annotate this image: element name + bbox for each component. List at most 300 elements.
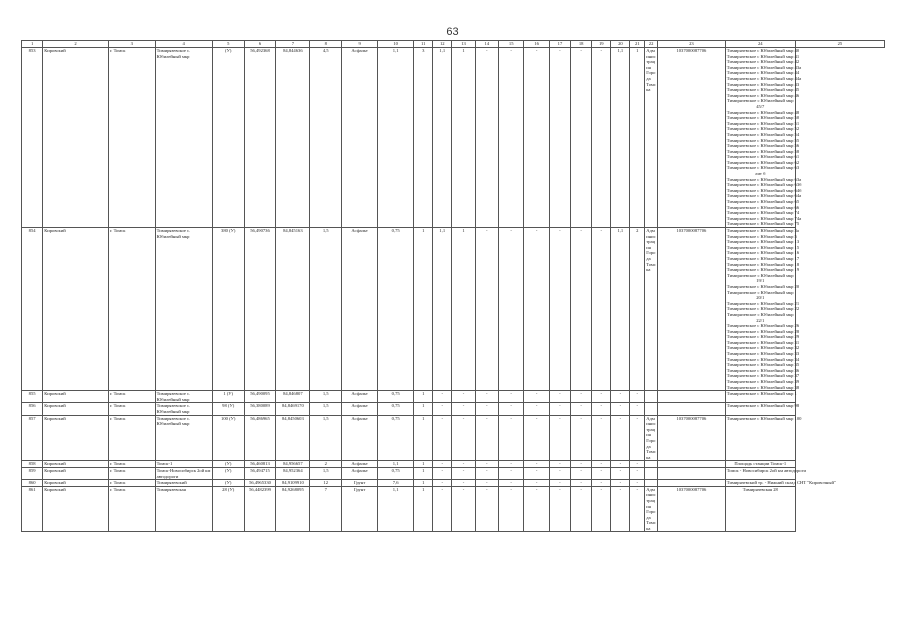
table-cell: - bbox=[571, 391, 592, 403]
address-item: Тимирязевское с Юбилейный мкр 55 bbox=[726, 137, 800, 143]
table-cell: - bbox=[524, 391, 549, 403]
address-item: Тимирязевское с Юбилейный мкр 15 bbox=[726, 244, 800, 250]
table-cell: - bbox=[433, 486, 452, 532]
table-cell: 0,75 bbox=[378, 467, 414, 479]
table-cell: - bbox=[611, 480, 630, 487]
table-cell bbox=[645, 391, 658, 403]
table-cell: г. Томск bbox=[108, 467, 155, 479]
table-cell: - bbox=[549, 486, 570, 532]
address-item: Тимирязевское с Юбилейный мкр 63а bbox=[726, 176, 802, 182]
table-cell: 1,5 bbox=[310, 467, 342, 479]
address-item: Тимирязевское с Юбилейный мкр 43а bbox=[726, 64, 802, 70]
table-cell: 860 bbox=[22, 480, 43, 487]
table-cell bbox=[657, 461, 725, 468]
table-cell: 0,75 bbox=[378, 403, 414, 415]
table-cell: 7 bbox=[310, 486, 342, 532]
table-cell: Асфальт bbox=[342, 415, 378, 461]
table-cell: 1 bbox=[414, 403, 433, 415]
address-list bbox=[725, 461, 795, 468]
address-list bbox=[725, 486, 795, 532]
table-cell: - bbox=[571, 467, 592, 479]
table-cell: 857 bbox=[22, 415, 43, 461]
table-cell: 1037000087706 bbox=[657, 48, 725, 228]
table-cell: 56,490736 bbox=[244, 228, 276, 391]
table-cell: Асфальт bbox=[342, 461, 378, 468]
table-cell: - bbox=[452, 480, 475, 487]
table-cell: - bbox=[433, 467, 452, 479]
table-cell: - bbox=[592, 391, 611, 403]
table-cell: 1037000087706 bbox=[657, 415, 725, 461]
table-cell: 28 (У) bbox=[212, 486, 244, 532]
table-row bbox=[22, 415, 885, 461]
table-cell: 56,4965330 bbox=[244, 480, 276, 487]
table-cell: 1,1 bbox=[378, 486, 414, 532]
table-cell: Администрация Города Томска bbox=[646, 486, 656, 531]
register-table bbox=[21, 40, 885, 532]
table-cell: 855 bbox=[22, 391, 43, 403]
table-cell: г. Томск bbox=[108, 228, 155, 391]
address-item: Тимирязевское с Юбилейный мкр 34 bbox=[726, 356, 800, 362]
table-cell: - bbox=[524, 48, 549, 228]
table-cell: Администрация Города Томска bbox=[645, 48, 658, 228]
table-cell: Тимирязевское с. Юбилейный мкр bbox=[155, 403, 212, 415]
table-cell: - bbox=[592, 228, 611, 391]
address-item: Тимирязевское с Юбилейный мкр 36 bbox=[726, 367, 800, 373]
column-number: 6 bbox=[244, 41, 276, 48]
table-cell: 1 bbox=[414, 391, 433, 403]
address-item: Тимирязевское с Юбилейный мкр 51 bbox=[726, 120, 800, 126]
table-row bbox=[22, 48, 885, 228]
address-item: Тимирязевское с Юбилейный мкр 43 bbox=[726, 81, 800, 87]
table-cell: - bbox=[475, 467, 498, 479]
table-cell: - bbox=[452, 391, 475, 403]
table-cell: - bbox=[630, 486, 645, 532]
table-cell: - bbox=[524, 480, 549, 487]
table-cell: 84,845163 bbox=[276, 228, 310, 391]
table-cell: - bbox=[498, 403, 523, 415]
address-item: 19/1 bbox=[756, 278, 765, 284]
address-item: Тимирязевское с Юбилейный мкр 56 bbox=[726, 143, 800, 149]
table-cell: 1,1 bbox=[433, 48, 452, 228]
table-cell: Кировский bbox=[43, 480, 109, 487]
column-number: 5 bbox=[212, 41, 244, 48]
table-cell: - bbox=[498, 228, 523, 391]
table-cell: - bbox=[630, 480, 645, 487]
table-row bbox=[22, 228, 885, 391]
table-cell: - bbox=[549, 391, 570, 403]
table-cell: - bbox=[592, 461, 611, 468]
table-cell: 56,4482399 bbox=[244, 486, 276, 532]
table-cell bbox=[645, 467, 658, 479]
table-cell: - bbox=[498, 415, 523, 461]
table-cell: - bbox=[611, 415, 630, 461]
table-cell: - bbox=[475, 48, 498, 228]
table-cell: 56,486965 bbox=[244, 415, 276, 461]
table-cell: - bbox=[549, 461, 570, 468]
address-item: Тимирязевское с Юбилейный мкр 32 bbox=[726, 345, 800, 351]
table-row bbox=[22, 467, 885, 479]
table-cell: - bbox=[549, 228, 570, 391]
table-cell: - bbox=[524, 486, 549, 532]
address-list bbox=[725, 228, 800, 391]
table-cell: - bbox=[571, 48, 592, 228]
table-cell: - bbox=[452, 467, 475, 479]
table-cell: - bbox=[524, 403, 549, 415]
table-cell: 854 bbox=[22, 228, 43, 391]
table-cell bbox=[657, 467, 725, 479]
table-cell: 1,5 bbox=[310, 415, 342, 461]
table-cell: Кировский bbox=[43, 415, 109, 461]
table-cell: - bbox=[549, 48, 570, 228]
table-cell: 84,952364 bbox=[276, 467, 310, 479]
column-number: 23 bbox=[657, 41, 725, 48]
table-cell: - bbox=[524, 461, 549, 468]
address-list bbox=[725, 480, 836, 487]
address-item: Тимирязевское с Юбилейный мкр 48 bbox=[726, 109, 800, 115]
table-cell: - bbox=[592, 415, 611, 461]
table-cell: 853 bbox=[22, 48, 43, 228]
table-cell: 1 bbox=[414, 480, 433, 487]
table-cell: - bbox=[611, 486, 630, 532]
table-cell: - bbox=[524, 467, 549, 479]
address-item: Тимирязевское с Юбилейный мкр bbox=[726, 289, 794, 295]
table-cell: - bbox=[549, 403, 570, 415]
table-cell: - bbox=[611, 403, 630, 415]
table-cell: Администрация Города Томска bbox=[645, 228, 658, 391]
address-item: Тимирязевское с Юбилейный мкр 31 bbox=[726, 339, 800, 345]
address-item: Тимирязевское с Юбилейный мкр 64а bbox=[726, 193, 802, 199]
table-cell: Кировский bbox=[43, 403, 109, 415]
address-item: Тимирязевское с Юбилейный мкр bbox=[726, 311, 794, 317]
address-item: Тимирязевское с Юбилейный мкр 64б bbox=[726, 187, 802, 193]
address-item: Тимирязевское с Юбилейный мкр 74 bbox=[726, 210, 800, 216]
table-cell: 0,75 bbox=[378, 228, 414, 391]
table-cell: 859 bbox=[22, 467, 43, 479]
address-item: Тимирязевское с Юбилейный мкр 18 bbox=[726, 261, 800, 267]
table-cell: 1,5 bbox=[310, 228, 342, 391]
table-cell: 1,1 bbox=[433, 228, 452, 391]
column-number: 12 bbox=[433, 41, 452, 48]
table-cell: 84,844636 bbox=[276, 48, 310, 228]
column-number: 4 bbox=[155, 41, 212, 48]
address-item: Тимирязевское с Юбилейный мкр 41 bbox=[726, 53, 800, 59]
table-cell: Грунт bbox=[342, 480, 378, 487]
table-cell: - bbox=[549, 467, 570, 479]
address-item: Тимирязевская 28 bbox=[742, 486, 778, 492]
table-cell: 1 bbox=[414, 415, 433, 461]
table-cell: Асфальт bbox=[342, 391, 378, 403]
table-cell: Асфальт bbox=[342, 228, 378, 391]
address-item: Тимирязевское с Юбилейный мкр 38 bbox=[726, 384, 800, 390]
table-row bbox=[22, 461, 885, 468]
column-number: 17 bbox=[549, 41, 570, 48]
address-item: Тимирязевское с Юбилейный мкр bbox=[726, 272, 794, 278]
address-item: Тимирязевское с Юбилейный мкр 46 bbox=[726, 92, 800, 98]
table-cell: 84,956657 bbox=[276, 461, 310, 468]
table-cell: Кировский bbox=[43, 486, 109, 532]
table-cell: - bbox=[433, 480, 452, 487]
column-number-row bbox=[22, 41, 885, 48]
table-cell bbox=[657, 403, 725, 415]
address-item: Тимирязевское с Юбилейный мкр 39 bbox=[726, 379, 800, 385]
column-number: 2 bbox=[43, 41, 109, 48]
table-cell: - bbox=[611, 461, 630, 468]
column-number: 3 bbox=[108, 41, 155, 48]
table-cell: 856 bbox=[22, 403, 43, 415]
address-item: Тимирязевское с Юбилейный мкр 5 bbox=[726, 233, 797, 239]
column-number: 15 bbox=[498, 41, 523, 48]
table-cell: г. Томск bbox=[108, 403, 155, 415]
address-item: 45/7 bbox=[756, 103, 765, 109]
table-cell: - bbox=[571, 403, 592, 415]
table-cell: 56,460813 bbox=[244, 461, 276, 468]
table-cell: 56,494715 bbox=[244, 467, 276, 479]
table-cell: 2 bbox=[630, 228, 645, 391]
table-cell: - bbox=[452, 461, 475, 468]
address-item: Тимирязевское с Юбилейный мкр 52 bbox=[726, 126, 800, 132]
column-number: 10 bbox=[378, 41, 414, 48]
address-item: Тимирязевское с Юбилейный мкр 75 bbox=[726, 221, 800, 227]
address-item: Тимирязевское с Юбилейный мкр 42 bbox=[726, 59, 800, 65]
table-cell: Тимирязевское с. Юбилейный мкр bbox=[155, 228, 212, 391]
table-cell: - bbox=[475, 480, 498, 487]
address-item: Тимирязевское с Юбилейный мкр bbox=[726, 98, 794, 104]
table-cell: Тимирязевская bbox=[155, 486, 212, 532]
table-cell: 4,5 bbox=[310, 48, 342, 228]
table-cell: - bbox=[549, 480, 570, 487]
table-cell: - bbox=[549, 415, 570, 461]
table-cell: - bbox=[433, 415, 452, 461]
address-item: Тимирязевское с Юбилейный мкр 54 bbox=[726, 131, 800, 137]
table-cell: 1037000087706 bbox=[657, 228, 725, 391]
address-item: Тимирязевское с Юбилейный мкр 58 bbox=[726, 148, 800, 154]
address-item: Тимирязевское с Юбилейный мкр 19 bbox=[726, 267, 800, 273]
table-row bbox=[22, 486, 885, 532]
table-cell: 1 bbox=[630, 48, 645, 228]
address-item: Тимирязевское с Юбилейный мкр 16 bbox=[726, 250, 800, 256]
table-cell: - bbox=[475, 403, 498, 415]
table-cell: - bbox=[524, 228, 549, 391]
table-cell: Кировский bbox=[43, 461, 109, 468]
table-cell: 1 bbox=[414, 461, 433, 468]
address-item: Тимирязевское с Юбилейный мкр 17 bbox=[726, 255, 800, 261]
address-list bbox=[725, 467, 806, 479]
table-cell: - bbox=[571, 415, 592, 461]
table-cell: 1,1 bbox=[378, 48, 414, 228]
table-cell: - bbox=[592, 480, 611, 487]
table-cell: - bbox=[498, 48, 523, 228]
table-cell: 1 bbox=[452, 228, 475, 391]
table-cell: г. Томск bbox=[108, 486, 155, 532]
address-item: Тимирязевское с Юбилейный мкр 28 bbox=[726, 328, 800, 334]
table-cell: (У) bbox=[212, 48, 244, 228]
table-cell: 1,5 bbox=[310, 403, 342, 415]
address-item: лит б bbox=[755, 171, 766, 177]
column-number: 9 bbox=[342, 41, 378, 48]
table-cell: 380 (У) bbox=[212, 228, 244, 391]
table-cell: г. Томск bbox=[108, 415, 155, 461]
table-cell: Асфальт bbox=[342, 48, 378, 228]
table-cell bbox=[645, 480, 658, 487]
address-item: Тимирязевское с Юбилейный мкр 1 bbox=[726, 391, 797, 397]
table-cell: - bbox=[498, 480, 523, 487]
table-cell: - bbox=[475, 461, 498, 468]
table-cell: г. Томск bbox=[108, 480, 155, 487]
column-number: 13 bbox=[452, 41, 475, 48]
table-cell: - bbox=[475, 391, 498, 403]
table-cell: Тимирязевский bbox=[155, 480, 212, 487]
address-item: Тимирязевское с Юбилейный мкр 50 bbox=[726, 115, 800, 121]
table-cell: 1,1 bbox=[611, 48, 630, 228]
column-number: 25 bbox=[795, 41, 884, 48]
table-cell: Администрация Города Томска bbox=[646, 415, 656, 460]
address-item: Тимирязевское с Юбилейный мкр 65 bbox=[726, 199, 800, 205]
address-item: Тимирязевское с Юбилейный мкр 63б bbox=[726, 182, 802, 188]
table-cell: - bbox=[630, 391, 645, 403]
table-cell: 100 (У) bbox=[212, 415, 244, 461]
table-cell bbox=[645, 403, 658, 415]
table-cell: - bbox=[571, 486, 592, 532]
column-number: 21 bbox=[630, 41, 645, 48]
column-number: 18 bbox=[571, 41, 592, 48]
address-item: Тимирязевское с Юбилейный мкр 21 bbox=[726, 300, 800, 306]
table-cell: 861 bbox=[22, 486, 43, 532]
address-item: Тимирязевский тр. - Нижний склад СНТ "Кировочный" bbox=[726, 480, 836, 486]
column-number: 8 bbox=[310, 41, 342, 48]
table-cell: - bbox=[630, 461, 645, 468]
column-number: 16 bbox=[524, 41, 549, 48]
table-cell: 3 bbox=[414, 48, 433, 228]
table-cell: - bbox=[611, 391, 630, 403]
table-cell: Кировский bbox=[43, 391, 109, 403]
table-cell bbox=[657, 391, 725, 403]
address-item: Тимирязевское с Юбилейный мкр 61 bbox=[726, 154, 800, 160]
address-item: 20/1 bbox=[756, 295, 765, 301]
column-number: 7 bbox=[276, 41, 310, 48]
table-cell: г. Томск bbox=[108, 48, 155, 228]
page-number: 63 bbox=[446, 26, 459, 38]
table-cell: г. Томск bbox=[108, 461, 155, 468]
table-cell: 56,490095 bbox=[244, 391, 276, 403]
table-cell: 1,5 bbox=[310, 391, 342, 403]
table-cell: - bbox=[592, 48, 611, 228]
table-cell: - bbox=[611, 467, 630, 479]
address-item: Тимирязевское с Юбилейный мкр 44а bbox=[726, 75, 802, 81]
address-item: Тимирязевское с Юбилейный мкр 63 bbox=[726, 165, 800, 171]
table-cell: - bbox=[433, 461, 452, 468]
table-cell: 1,1 bbox=[611, 228, 630, 391]
table-cell: - bbox=[475, 486, 498, 532]
table-cell: 1037000087706 bbox=[657, 486, 725, 532]
table-cell: 84,8469170 bbox=[276, 403, 310, 415]
table-cell: Тимирязевское с. Юбилейный мкр bbox=[155, 391, 212, 403]
column-number: 22 bbox=[645, 41, 658, 48]
table-cell: 1 bbox=[414, 486, 433, 532]
table-cell: 84,9109910 bbox=[276, 480, 310, 487]
column-number: 1 bbox=[22, 41, 43, 48]
table-cell: Томск-Новосибирск 2ой км автодороги bbox=[156, 467, 211, 479]
table-cell: (У) bbox=[212, 467, 244, 479]
table-cell: Асфальт bbox=[342, 403, 378, 415]
table-cell: 98 (У) bbox=[212, 403, 244, 415]
address-item: Тимирязевское с Юбилейный мкр 62 bbox=[726, 159, 800, 165]
table-cell: - bbox=[571, 461, 592, 468]
table-cell: 2 bbox=[310, 461, 342, 468]
table-cell: 84,846807 bbox=[276, 391, 310, 403]
column-number: 11 bbox=[414, 41, 433, 48]
table-cell: - bbox=[433, 391, 452, 403]
address-item: Томск - Новосибирск 2ой км автодороги bbox=[726, 467, 806, 473]
table-cell: 1 bbox=[414, 467, 433, 479]
address-item: Тимирязевское с Юбилейный мкр 100 bbox=[726, 415, 802, 421]
address-list bbox=[725, 415, 802, 461]
table-cell: Кировский bbox=[43, 228, 109, 391]
address-item: Тимирязевское с Юбилейный мкр 45 bbox=[726, 87, 800, 93]
table-cell: 7,6 bbox=[378, 480, 414, 487]
table-cell: - bbox=[571, 480, 592, 487]
table-cell: Кировский bbox=[43, 467, 109, 479]
column-number: 19 bbox=[592, 41, 611, 48]
table-cell: 1 (У) bbox=[212, 391, 244, 403]
address-item: Тимирязевское с Юбилейный мкр 33 bbox=[726, 351, 800, 357]
address-item: Тимирязевское с Юбилейный мкр 13 bbox=[726, 239, 800, 245]
table-cell: г. Томск bbox=[108, 391, 155, 403]
table-cell: 1,1 bbox=[378, 461, 414, 468]
address-item: 22/1 bbox=[756, 317, 765, 323]
address-item: Тимирязевское с Юбилейный мкр 37 bbox=[726, 373, 800, 379]
address-list bbox=[725, 391, 795, 403]
table-row bbox=[22, 403, 885, 415]
table-cell: 858 bbox=[22, 461, 43, 468]
table-cell: Грунт bbox=[342, 486, 378, 532]
column-number: 14 bbox=[475, 41, 498, 48]
table-cell: 1 bbox=[452, 48, 475, 228]
table-cell: 0,75 bbox=[378, 391, 414, 403]
address-item: Тимирязевское с Юбилейный мкр 29 bbox=[726, 334, 800, 340]
address-item: Тимирязевское с Юбилейный мкр 44 bbox=[726, 70, 800, 76]
table-cell: 1 bbox=[414, 228, 433, 391]
table-cell: - bbox=[630, 415, 645, 461]
address-item: Тимирязевское с Юбилейный мкр 22 bbox=[726, 306, 800, 312]
table-cell: 56,492368 bbox=[244, 48, 276, 228]
table-cell: - bbox=[452, 415, 475, 461]
table-cell: - bbox=[475, 415, 498, 461]
table-cell: 0,75 bbox=[378, 415, 414, 461]
table-cell: 56,380089 bbox=[244, 403, 276, 415]
table-cell: Кировский bbox=[43, 48, 109, 228]
table-cell bbox=[657, 480, 725, 487]
table-cell: - bbox=[630, 403, 645, 415]
table-cell: - bbox=[498, 391, 523, 403]
address-item: Тимирязевское с Юбилейный мкр 35 bbox=[726, 362, 800, 368]
table-cell: (У) bbox=[212, 461, 244, 468]
table-cell: - bbox=[433, 403, 452, 415]
address-list bbox=[725, 48, 802, 228]
address-item: Тимирязевское с Юбилейный мкр 3а bbox=[726, 228, 799, 233]
table-cell: - bbox=[571, 228, 592, 391]
table-cell: Асфальт bbox=[342, 467, 378, 479]
table-cell: 84,8450603 bbox=[276, 415, 310, 461]
table-cell: - bbox=[498, 461, 523, 468]
address-item: Тимирязевское с Юбилейный мкр 66 bbox=[726, 204, 800, 210]
table-row bbox=[22, 391, 885, 403]
table-cell: - bbox=[592, 467, 611, 479]
table-cell: - bbox=[475, 228, 498, 391]
table-row bbox=[22, 480, 885, 487]
address-item: Тимирязевское с Юбилейный мкр 74а bbox=[726, 215, 802, 221]
address-item: Площадь станции Томск-1 bbox=[734, 461, 787, 467]
table-cell: - bbox=[630, 467, 645, 479]
